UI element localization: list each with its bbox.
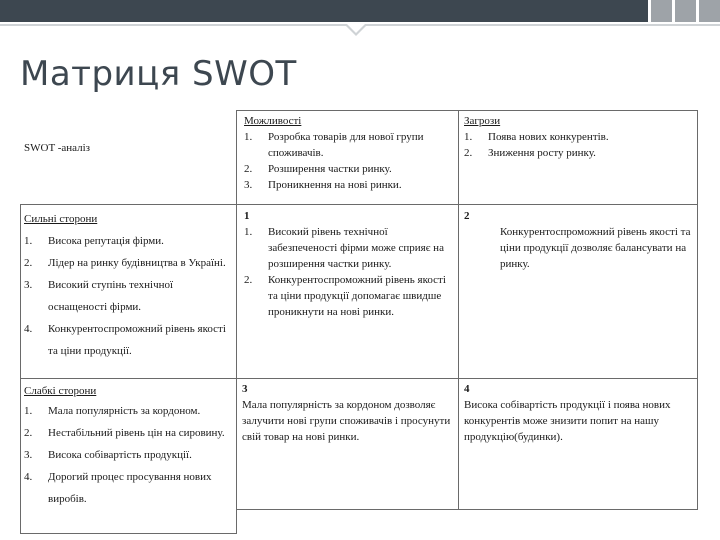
top-bar-light-segment (675, 0, 696, 22)
list-item: 2. Конкурентоспроможний рівень якості та ціни продукції допомагає швидше проникнути на нові ринки. (244, 274, 446, 318)
table-col-divider (236, 378, 237, 534)
list-item: 1. Мала популярність за кордоном. (24, 405, 201, 417)
top-bar-light-segment (699, 0, 720, 22)
quadrant-1 (244, 208, 454, 320)
list-item: 4. Дорогий процес просування нових виробів. (24, 471, 212, 505)
threats-list (464, 129, 692, 161)
list-item: 3. Високий ступінь технічної оснащеності фірми. (24, 279, 174, 313)
list-item: 2. Зниження росту ринку. (464, 147, 596, 159)
strengths-cell (24, 208, 230, 362)
table-bottom-border (20, 533, 236, 534)
opportunities-cell (244, 113, 452, 193)
slide-title: Матриця SWOT (20, 54, 297, 94)
top-bar-light-segment (651, 0, 672, 22)
table-left-border (20, 204, 21, 534)
list-item: 3. Проникнення на нові ринки. (244, 179, 402, 191)
table-row-divider (20, 204, 698, 205)
quadrant-4 (464, 381, 694, 445)
quadrant-1-list (244, 224, 454, 320)
list-item: 2. Нестабільний рівень цін на сировину. (24, 427, 225, 439)
opportunities-header: Можливості (244, 115, 302, 127)
threats-header: Загрози (464, 115, 501, 127)
list-item: 1. Розробка товарів для нової групи споживачів. (244, 131, 424, 159)
corner-label: SWOT -аналіз (24, 142, 91, 154)
opportunities-list (244, 129, 452, 193)
quadrant-number: 4 (464, 383, 470, 395)
weaknesses-cell (24, 382, 230, 510)
quadrant-number: 2 (464, 210, 470, 222)
quadrant-4-text: Висока собівартість продукції і поява нових конкурентів може знизити попит на нашу продукцію(будинки). (464, 399, 671, 443)
list-item: 1. Висока репутація фірми. (24, 235, 164, 247)
list-item: 4. Конкурентоспроможний рівень якості та ціни продукції. (24, 323, 226, 357)
list-item: 2. Лідер на ринку будівництва в Україні. (24, 257, 226, 269)
table-row-divider (20, 378, 698, 379)
quadrant-2-text: Конкурентоспроможний рівень якості та ціни продукції дозволяє балансувати на ринку. (500, 226, 691, 270)
strengths-header: Сильні сторони (24, 213, 98, 225)
quadrant-number: 1 (244, 210, 250, 222)
quadrant-number: 3 (242, 383, 248, 395)
list-item: 1. Поява нових конкурентів. (464, 131, 609, 143)
threats-cell (464, 113, 692, 161)
weaknesses-list (24, 400, 230, 510)
list-item: 1. Високий рівень технічної забезпеченості фірми може сприяє на розширення частки ринку. (244, 226, 444, 270)
weaknesses-header: Слабкі сторони (24, 385, 97, 397)
list-item: 2. Розширення частки ринку. (244, 163, 392, 175)
table-col-divider (458, 110, 459, 510)
list-item: 3. Висока собівартість продукції. (24, 449, 192, 461)
quadrant-2 (464, 208, 692, 272)
top-bar-dark-segment (0, 0, 648, 22)
quadrant-3 (242, 381, 456, 445)
strengths-list (24, 230, 230, 362)
slide-top-bar (0, 0, 720, 26)
quadrant-3-text: Мала популярність за кордоном дозволяє залучити нові групи споживачів і просунути свій товар на нові ринки. (242, 399, 451, 443)
